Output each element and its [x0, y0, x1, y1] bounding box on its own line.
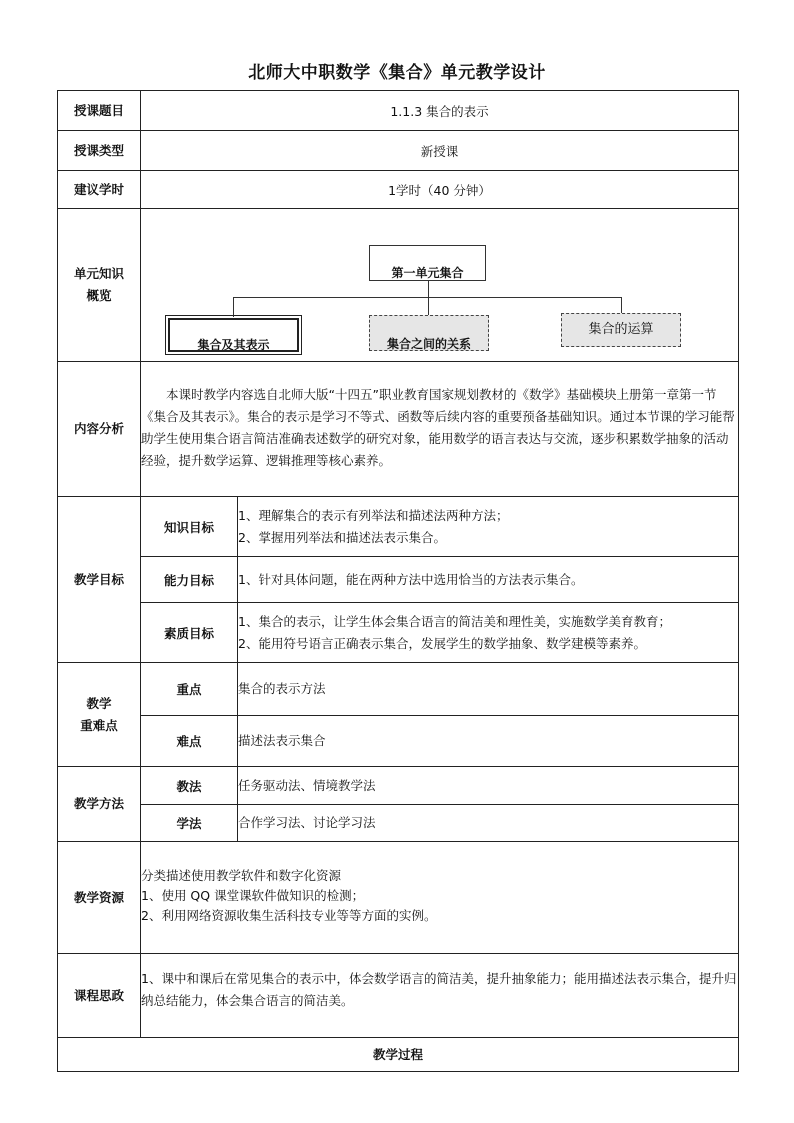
- row-ideology: [58, 954, 739, 1038]
- row-learn-method: [58, 805, 739, 842]
- keypoints-label-line-2: 重难点: [80, 717, 118, 733]
- teach-method-value: 任务驱动法、情境教学法: [238, 767, 739, 805]
- analysis-label: 内容分析: [58, 362, 141, 497]
- diagram-connector-vertical: [428, 281, 429, 297]
- row-overview: [58, 209, 739, 362]
- methods-label: 教学方法: [58, 767, 141, 842]
- topic-label: 授课题目: [58, 91, 141, 131]
- difficult-point-label: 难点: [141, 716, 238, 767]
- ability-goal-line-1: 1、针对具体问题，能在两种方法中选用恰当的方法表示集合。: [238, 571, 584, 587]
- lesson-plan-table: [57, 90, 739, 1072]
- quality-goal-text: [238, 603, 739, 663]
- knowledge-goal-label: 知识目标: [141, 497, 238, 557]
- diagram-connector-middle: [428, 297, 429, 315]
- row-key-point: [58, 663, 739, 716]
- learn-method-label: 学法: [141, 805, 238, 842]
- overview-label: [58, 209, 141, 362]
- overview-diagram-cell: [141, 209, 739, 362]
- resources-line-3: 2、利用网络资源收集生活科技专业等等方面的实例。: [141, 908, 437, 923]
- difficult-point-value: 描述法表示集合: [238, 716, 739, 767]
- goals-label: 教学目标: [58, 497, 141, 663]
- keypoints-label: [58, 663, 141, 767]
- row-process: [58, 1038, 739, 1072]
- row-teach-method: [58, 767, 739, 805]
- row-hours: [58, 171, 739, 209]
- topic-value: 1.1.3 集合的表示: [141, 91, 739, 131]
- knowledge-goal-line-1: 1、理解集合的表示有列举法和描述法两种方法；: [238, 507, 509, 523]
- row-goal-quality: [58, 603, 739, 663]
- row-goal-ability: [58, 557, 739, 603]
- resources-line-2: 1、使用 QQ 课堂课软件做知识的检测；: [141, 888, 365, 903]
- quality-goal-label: 素质目标: [141, 603, 238, 663]
- ability-goal-text: [238, 557, 739, 603]
- row-goal-knowledge: [58, 497, 739, 557]
- keypoints-label-line-1: 教学: [86, 695, 112, 711]
- analysis-paragraph: 本课时教学内容选自北师大版“十四五”职业教育国家规划教材的《数学》基础模块上册第一章第一节《集合及其表示》。集合的表示是学习不等式、函数等后续内容的重要预备基础知识。通过本节课的学习能帮助学生使用集合语言简洁准确表述数学的研究对象，能用数学的语言表达与交流，逐步积累数学抽象的活动经验，提升数学运算、逻辑推理等核心素养。: [141, 387, 735, 468]
- diagram-connector-horizontal: [233, 297, 621, 298]
- quality-goal-line-2: 2、能用符号语言正确表示集合，发展学生的数学抽象、数学建模等素养。: [238, 635, 646, 651]
- row-difficult-point: [58, 716, 739, 767]
- row-resources: [58, 842, 739, 954]
- document-title: 北师大中职数学《集合》单元教学设计: [248, 63, 546, 83]
- knowledge-goal-line-2: 2、掌握用列举法和描述法表示集合。: [238, 529, 446, 545]
- diagram-child-3: 集合的运算: [561, 313, 681, 347]
- key-point-label: 重点: [141, 663, 238, 716]
- resources-label: 教学资源: [58, 842, 141, 954]
- unit-diagram: [141, 209, 739, 361]
- analysis-text: [141, 362, 739, 497]
- learn-method-value: 合作学习法、讨论学习法: [238, 805, 739, 842]
- diagram-child-2: 集合之间的关系: [369, 315, 489, 351]
- hours-value: 1学时（40 分钟）: [141, 171, 739, 209]
- diagram-child-1: 集合及其表示: [168, 318, 299, 352]
- row-topic: [58, 91, 739, 131]
- knowledge-goal-text: [238, 497, 739, 557]
- key-point-value: 集合的表示方法: [238, 663, 739, 716]
- row-analysis: [58, 362, 739, 497]
- quality-goal-line-1: 1、集合的表示，让学生体会集合语言的简洁美和理性美，实施数学美育教育；: [238, 613, 671, 629]
- type-value: 新授课: [141, 131, 739, 171]
- ability-goal-label: 能力目标: [141, 557, 238, 603]
- diagram-connector-right: [621, 297, 622, 313]
- process-label: 教学过程: [58, 1038, 739, 1072]
- ideology-label: 课程思政: [58, 954, 141, 1038]
- type-label: 授课类型: [58, 131, 141, 171]
- diagram-connector-left: [233, 297, 234, 317]
- resources-line-1: 分类描述使用教学软件和数字化资源: [141, 868, 342, 883]
- overview-label-text: 单元知识概览: [73, 266, 124, 303]
- hours-label: 建议学时: [58, 171, 141, 209]
- resources-text: [141, 842, 739, 954]
- diagram-root: 第一单元集合: [369, 245, 486, 281]
- row-type: [58, 131, 739, 171]
- ideology-text: 1、课中和课后在常见集合的表示中，体会数学语言的简洁美，提升抽象能力；能用描述法表示集合，提升归纳总结能力，体会集合语言的简洁美。: [141, 954, 739, 1038]
- teach-method-label: 教法: [141, 767, 238, 805]
